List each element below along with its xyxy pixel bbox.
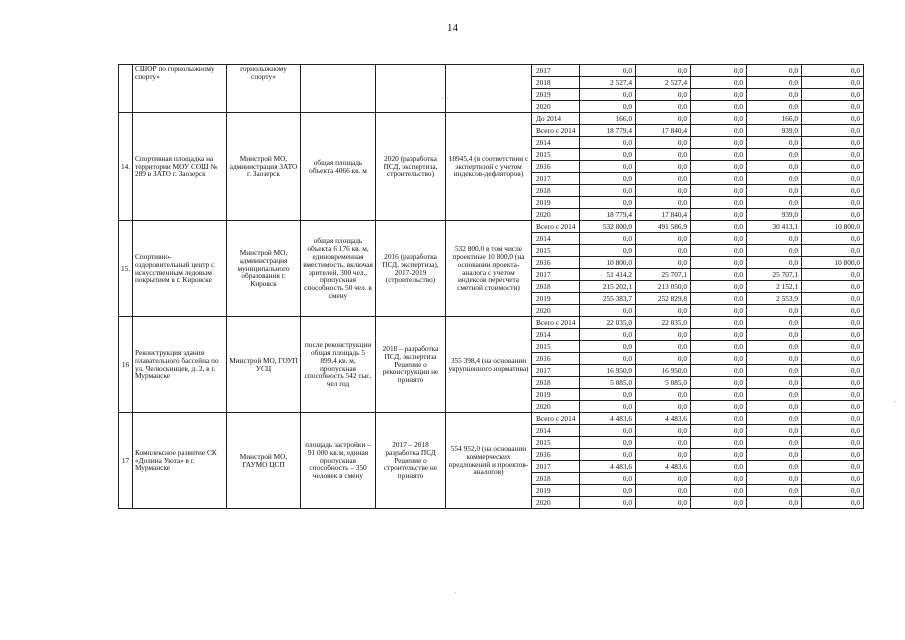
cell-value: 0,0 [802, 185, 864, 197]
cell-value: 0,0 [636, 245, 691, 257]
cell-year: 2018 [532, 281, 580, 293]
cell-value: 0,0 [747, 233, 802, 245]
scan-mark: · · [441, 94, 449, 103]
cell-value: 0,0 [636, 425, 691, 437]
cell-value: 0,0 [747, 161, 802, 173]
cell-capacity: после реконструкции общая площадь 5 899,4 кв. м, пропускная способность 542 тыс. чел год [301, 317, 376, 413]
cell-value: 10 800,0 [802, 257, 864, 269]
cell-value: 491 586,9 [636, 221, 691, 233]
cell-value: 0,0 [691, 89, 747, 101]
cell-value: 0,0 [691, 245, 747, 257]
cell-value: 0,0 [802, 401, 864, 413]
cell-value: 0,0 [691, 197, 747, 209]
cell-value: 0,0 [636, 185, 691, 197]
cell-value: 0,0 [802, 461, 864, 473]
cell-value: 0,0 [636, 101, 691, 113]
cell-value: 0,0 [747, 341, 802, 353]
budget-table [118, 64, 864, 509]
cell-year: 2015 [532, 149, 580, 161]
cell-value: 0,0 [636, 437, 691, 449]
cell-value: 0,0 [636, 257, 691, 269]
cell-period: 2016 (разработка ПСД, экспертиза), 2017-2019 (строительство) [376, 221, 446, 317]
cell-value: 4 483,6 [636, 413, 691, 425]
cell-object-name: Спортивно-оздоровительный центр с искусственным ледовым покрытием в г. Кировске [133, 221, 227, 317]
cell-year: Всего с 2014 [532, 125, 580, 137]
cell-value: 0,0 [580, 101, 636, 113]
cell-value: 0,0 [691, 485, 747, 497]
cell-number: 17 [119, 413, 133, 509]
cell-value: 532 800,0 [580, 221, 636, 233]
table-row [119, 113, 864, 125]
cell-value: 0,0 [636, 497, 691, 509]
cell-value: 25 707,1 [636, 269, 691, 281]
cell-object-name: Спортивная площадка на территории МОУ СОШ № 289 в ЗАТО г. Заозерск [133, 113, 227, 221]
cell-value: 0,0 [580, 401, 636, 413]
cell-value: 0,0 [580, 341, 636, 353]
cell-year: 2017 [532, 65, 580, 77]
cell-value: 0,0 [636, 449, 691, 461]
cell-value: 0,0 [802, 449, 864, 461]
cell-value: 0,0 [747, 473, 802, 485]
cell-value: 0,0 [802, 353, 864, 365]
cell-value: 0,0 [636, 341, 691, 353]
cell-value: 10 800,0 [802, 221, 864, 233]
cell-value: 939,0 [747, 209, 802, 221]
cell-value: 0,0 [802, 125, 864, 137]
cell-value: 0,0 [691, 461, 747, 473]
cell-object-name: СШОР по горнолыжному спорту» [133, 65, 227, 113]
cell-value: 0,0 [580, 437, 636, 449]
cell-year: 2015 [532, 437, 580, 449]
cell-value: 0,0 [747, 257, 802, 269]
cell-year: 2016 [532, 353, 580, 365]
cell-value: 0,0 [691, 125, 747, 137]
cell-value: 166,0 [580, 113, 636, 125]
cell-value: 0,0 [636, 113, 691, 125]
cell-value: 0,0 [747, 449, 802, 461]
cell-value: 0,0 [802, 65, 864, 77]
cell-period: 2017 – 2018 разработка ПСД Решение о строительстве не принято [376, 413, 446, 509]
cell-value: 22 035,0 [580, 317, 636, 329]
cell-year: 2019 [532, 389, 580, 401]
cell-value: 17 840,4 [636, 125, 691, 137]
cell-value: 0,0 [802, 137, 864, 149]
cell-value: 0,0 [691, 449, 747, 461]
cell-year: 2018 [532, 473, 580, 485]
cell-value: 0,0 [636, 305, 691, 317]
cell-year: До 2014 [532, 113, 580, 125]
cell-value: 22 035,0 [636, 317, 691, 329]
cell-year: 2017 [532, 461, 580, 473]
cell-value: 0,0 [802, 425, 864, 437]
cell-value: 0,0 [691, 257, 747, 269]
cell-year: 2020 [532, 101, 580, 113]
cell-value: 0,0 [636, 161, 691, 173]
cell-value: 0,0 [747, 101, 802, 113]
cell-value: 0,0 [802, 413, 864, 425]
cell-value: 0,0 [580, 137, 636, 149]
cell-year: Всего с 2014 [532, 221, 580, 233]
cell-number: 14. [119, 113, 133, 221]
cell-year: 2016 [532, 449, 580, 461]
cell-customer: Минстрой МО, ГАУМО ЦСП [227, 413, 301, 509]
cell-year: 2014 [532, 425, 580, 437]
cell-period: 2020 (разработка ПСД, экспертиза, строительство) [376, 113, 446, 221]
cell-value: 0,0 [580, 65, 636, 77]
cell-value: 0,0 [802, 209, 864, 221]
cell-value: 18 779,4 [580, 125, 636, 137]
cell-value: 0,0 [580, 449, 636, 461]
table-body [119, 65, 864, 509]
cell-cost: 532 800,0 в том числе проектные 10 800,0 (на основании проекта-аналога с учетом индексов пересчета сметной стоимости) [446, 221, 532, 317]
cell-year: 2019 [532, 485, 580, 497]
cell-value: 0,0 [747, 377, 802, 389]
cell-value: 0,0 [747, 425, 802, 437]
cell-value: 939,0 [747, 125, 802, 137]
cell-year: 2018 [532, 185, 580, 197]
cell-value: 0,0 [802, 293, 864, 305]
cell-value: 0,0 [691, 137, 747, 149]
cell-value: 0,0 [802, 365, 864, 377]
cell-value: 0,0 [747, 497, 802, 509]
cell-value: 0,0 [802, 245, 864, 257]
cell-year: 2019 [532, 89, 580, 101]
cell-period [376, 65, 449, 113]
cell-value: 0,0 [802, 161, 864, 173]
cell-value: 0,0 [580, 233, 636, 245]
cell-value: 0,0 [747, 173, 802, 185]
cell-value: 10 800,0 [580, 257, 636, 269]
cell-value: 0,0 [747, 365, 802, 377]
cell-value: 0,0 [802, 233, 864, 245]
cell-value: 0,0 [691, 353, 747, 365]
cell-value: 0,0 [747, 65, 802, 77]
cell-value: 0,0 [580, 329, 636, 341]
cell-value: 0,0 [747, 197, 802, 209]
cell-year: 2020 [532, 209, 580, 221]
cell-value: 0,0 [691, 221, 747, 233]
cell-value: 0,0 [691, 401, 747, 413]
cell-value: 0,0 [802, 305, 864, 317]
cell-value: 0,0 [636, 353, 691, 365]
cell-value: 0,0 [747, 461, 802, 473]
cell-year: 2016 [532, 161, 580, 173]
cell-object-name: Комплексное развитие СК «Долина Уюта» в г. Мурманске [133, 413, 227, 509]
cell-value: 25 707,1 [747, 269, 802, 281]
cell-year: 2016 [532, 257, 580, 269]
cell-value: 0,0 [802, 497, 864, 509]
table-row [119, 413, 864, 425]
cell-value: 0,0 [691, 173, 747, 185]
cell-value: 0,0 [747, 305, 802, 317]
cell-year: 2019 [532, 197, 580, 209]
cell-value: 0,0 [802, 317, 864, 329]
cell-value: 0,0 [691, 305, 747, 317]
cell-value: 0,0 [580, 389, 636, 401]
scan-mark: . [454, 586, 456, 595]
cell-year: 2014 [532, 137, 580, 149]
cell-value: 0,0 [691, 185, 747, 197]
cell-value: 0,0 [691, 413, 747, 425]
cell-value: 0,0 [802, 377, 864, 389]
cell-year: 2018 [532, 377, 580, 389]
cell-value: 0,0 [747, 149, 802, 161]
cell-value: 0,0 [691, 329, 747, 341]
page-number: 14 [447, 22, 458, 34]
cell-value: 18 779,4 [580, 209, 636, 221]
cell-value: 0,0 [802, 341, 864, 353]
cell-value: 0,0 [580, 149, 636, 161]
cell-value: 166,0 [747, 113, 802, 125]
cell-period: 2018 – разработка ПСД, экспертиза Решение о реконструкции не принято [376, 317, 446, 413]
cell-value: 0,0 [636, 137, 691, 149]
cell-value: 0,0 [580, 473, 636, 485]
cell-value: 0,0 [802, 197, 864, 209]
cell-value: 0,0 [691, 101, 747, 113]
cell-year: 2020 [532, 497, 580, 509]
cell-customer: горнолыжному спорту» [227, 65, 301, 113]
cell-value: 0,0 [747, 401, 802, 413]
scan-mark: . [894, 395, 896, 404]
cell-value: 2 527,4 [580, 77, 636, 89]
cell-year: 2017 [532, 269, 580, 281]
cell-value: 51 414,2 [580, 269, 636, 281]
cell-value: 0,0 [802, 281, 864, 293]
cell-value: 0,0 [691, 209, 747, 221]
cell-cost: 18945,4 (в соответствии с экспертизой с учетом индексов-дефляторов) [446, 113, 532, 221]
cell-value: 0,0 [691, 341, 747, 353]
cell-value: 2 152,1 [747, 281, 802, 293]
cell-value: 0,0 [691, 389, 747, 401]
cell-year: 2019 [532, 293, 580, 305]
cell-value: 252 829,8 [636, 293, 691, 305]
cell-value: 0,0 [802, 89, 864, 101]
cell-year: Всего с 2014 [532, 413, 580, 425]
cell-value: 0,0 [747, 389, 802, 401]
cell-year: Всего с 2014 [532, 317, 580, 329]
cell-value: 0,0 [747, 185, 802, 197]
cell-value: 0,0 [636, 173, 691, 185]
cell-value: 0,0 [802, 485, 864, 497]
cell-value: 0,0 [580, 197, 636, 209]
cell-value: 0,0 [802, 113, 864, 125]
cell-value: 0,0 [636, 65, 691, 77]
cell-value: 0,0 [636, 485, 691, 497]
cell-value: 0,0 [636, 149, 691, 161]
cell-value: 0,0 [747, 245, 802, 257]
cell-cost [446, 65, 532, 113]
cell-value: 0,0 [691, 281, 747, 293]
cell-customer: Минстрой МО, ГОУП УСЦ [227, 317, 301, 413]
cell-value: 0,0 [747, 89, 802, 101]
cell-year: 2015 [532, 341, 580, 353]
cell-value: 0,0 [802, 101, 864, 113]
cell-value: 0,0 [802, 77, 864, 89]
cell-value: 215 202,1 [580, 281, 636, 293]
cell-object-name: Реконструкция здания плавательного бассейна по ул. Челюскинцев, д. 2, в г. Мурманске [133, 317, 227, 413]
cell-value: 0,0 [580, 425, 636, 437]
cell-value: 5 085,0 [580, 377, 636, 389]
cell-value: 0,0 [691, 317, 747, 329]
cell-number: 15. [119, 221, 133, 317]
cell-year: 2017 [532, 365, 580, 377]
cell-value: 0,0 [802, 389, 864, 401]
cell-value: 0,0 [580, 497, 636, 509]
cell-value: 0,0 [802, 473, 864, 485]
cell-value: 0,0 [691, 377, 747, 389]
cell-value: 0,0 [580, 173, 636, 185]
cell-year: 2014 [532, 329, 580, 341]
cell-value: 0,0 [691, 65, 747, 77]
table-row [119, 317, 864, 329]
cell-value: 0,0 [580, 161, 636, 173]
cell-cost: 554 952,0 (на основании коммерческих предложений и проектов-аналогов) [446, 413, 532, 509]
cell-value: 0,0 [691, 149, 747, 161]
cell-value: 0,0 [747, 353, 802, 365]
cell-year: 2017 [532, 173, 580, 185]
cell-year: 2018 [532, 77, 580, 89]
cell-value: 0,0 [802, 173, 864, 185]
cell-value: 0,0 [580, 245, 636, 257]
cell-value: 0,0 [580, 89, 636, 101]
cell-value: 0,0 [747, 77, 802, 89]
cell-value: 0,0 [691, 497, 747, 509]
cell-value: 0,0 [802, 437, 864, 449]
cell-value: 0,0 [636, 389, 691, 401]
cell-value: 0,0 [691, 113, 747, 125]
cell-value: 0,0 [747, 437, 802, 449]
cell-year: 2020 [532, 305, 580, 317]
cell-value: 0,0 [802, 149, 864, 161]
cell-value: 2 527,4 [636, 77, 691, 89]
cell-value: 30 413,1 [747, 221, 802, 233]
cell-value: 213 050,0 [636, 281, 691, 293]
cell-customer: Минстрой МО, администрация ЗАТО г. Заозерск [227, 113, 301, 221]
cell-value: 255 383,7 [580, 293, 636, 305]
cell-value: 16 950,0 [580, 365, 636, 377]
cell-capacity: площадь застройки – 91 000 кв.м, единая пропускная способность – 350 человек в смену [301, 413, 376, 509]
cell-value: 0,0 [802, 329, 864, 341]
cell-value: 0,0 [580, 185, 636, 197]
cell-value: 0,0 [636, 401, 691, 413]
cell-number: 16 [119, 317, 133, 413]
cell-value: 5 085,0 [636, 377, 691, 389]
cell-year: 2015 [532, 245, 580, 257]
cell-number [119, 65, 133, 113]
cell-value: 0,0 [691, 161, 747, 173]
cell-value: 0,0 [691, 269, 747, 281]
cell-value: 0,0 [747, 485, 802, 497]
cell-value: 0,0 [636, 89, 691, 101]
cell-value: 0,0 [580, 485, 636, 497]
cell-value: 0,0 [802, 269, 864, 281]
cell-value: 0,0 [691, 293, 747, 305]
cell-cost: 355 398,4 (на основании укрупненного норматива) [446, 317, 532, 413]
cell-value: 17 840,4 [636, 209, 691, 221]
cell-value: 16 950,0 [636, 365, 691, 377]
table-row [119, 221, 864, 233]
cell-value: 4 483,6 [580, 461, 636, 473]
cell-value: 4 483,6 [580, 413, 636, 425]
table-row [119, 65, 864, 77]
cell-capacity [301, 65, 376, 113]
cell-value: 0,0 [747, 317, 802, 329]
cell-value: 4 483,6 [636, 461, 691, 473]
cell-value: 0,0 [691, 365, 747, 377]
cell-year: 2014 [532, 233, 580, 245]
cell-customer: Минстрой МО, администрация муниципального образования г. Кировск [227, 221, 301, 317]
cell-year: 2020 [532, 401, 580, 413]
cell-value: 0,0 [636, 473, 691, 485]
cell-value: 2 553,9 [747, 293, 802, 305]
cell-value: 0,0 [636, 233, 691, 245]
cell-value: 0,0 [580, 353, 636, 365]
cell-value: 0,0 [580, 305, 636, 317]
cell-value: 0,0 [691, 233, 747, 245]
cell-value: 0,0 [636, 197, 691, 209]
cell-capacity: общая площадь объекта 6 176 кв. м, единовременная вместимость, включая зрителей, 300 чел., пропускная способность 50 чел. в смену [301, 221, 376, 317]
cell-value: 0,0 [691, 425, 747, 437]
cell-value: 0,0 [691, 437, 747, 449]
cell-value: 0,0 [747, 413, 802, 425]
cell-value: 0,0 [691, 473, 747, 485]
cell-value: 0,0 [691, 77, 747, 89]
cell-value: 0,0 [747, 329, 802, 341]
cell-value: 0,0 [636, 329, 691, 341]
cell-value: 0,0 [747, 137, 802, 149]
cell-capacity: общая площадь объекта 4066 кв. м [301, 113, 376, 221]
